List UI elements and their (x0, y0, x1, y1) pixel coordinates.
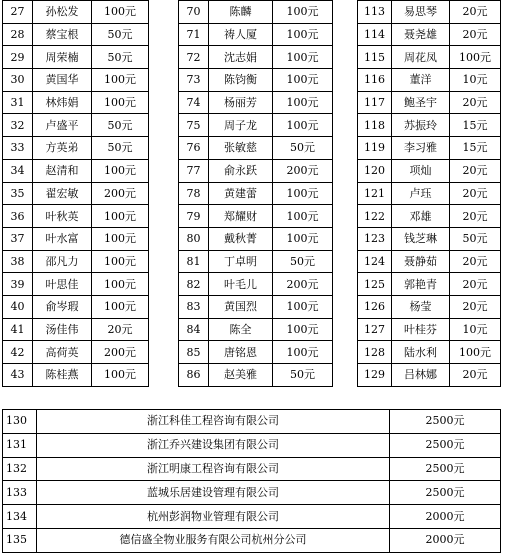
table-row (358, 364, 501, 387)
donor-name: 易思琴 (392, 1, 450, 24)
donation-amount: 200元 (273, 159, 333, 182)
row-number: 70 (179, 1, 209, 24)
row-number: 130 (3, 410, 37, 434)
donor-name: 叶秋英 (33, 205, 92, 228)
row-number: 133 (3, 481, 37, 505)
donor-name: 祷人厦 (209, 23, 273, 46)
donation-amount: 100元 (273, 1, 333, 24)
table-row (179, 91, 333, 114)
donation-amount: 15元 (450, 114, 501, 137)
donor-table-3 (357, 0, 501, 387)
donor-table-3-body (358, 1, 501, 387)
donor-table-1 (2, 0, 149, 387)
donation-amount: 50元 (273, 250, 333, 273)
donation-amount: 200元 (92, 341, 149, 364)
row-number: 119 (358, 137, 392, 160)
row-number: 83 (179, 295, 209, 318)
table-row (358, 295, 501, 318)
donor-name: 聂尧雄 (392, 23, 450, 46)
donor-name: 聂静茹 (392, 250, 450, 273)
donor-name: 卢珏 (392, 182, 450, 205)
row-number: 126 (358, 295, 392, 318)
donor-table-2-body (179, 1, 333, 387)
donor-name: 翟宏敏 (33, 182, 92, 205)
row-number: 129 (358, 364, 392, 387)
row-number: 38 (3, 250, 33, 273)
table-row (179, 46, 333, 69)
donation-amount: 100元 (92, 69, 149, 92)
row-number: 39 (3, 273, 33, 296)
donation-amount: 50元 (92, 46, 149, 69)
donor-name: 俞永跃 (209, 159, 273, 182)
table-row (179, 205, 333, 228)
row-number: 125 (358, 273, 392, 296)
table-row (3, 528, 501, 552)
donation-amount: 20元 (450, 1, 501, 24)
donor-name: 叶思佳 (33, 273, 92, 296)
table-row (3, 457, 501, 481)
donation-amount: 100元 (273, 23, 333, 46)
table-row (3, 23, 149, 46)
table-row (3, 137, 149, 160)
row-number: 37 (3, 227, 33, 250)
row-number: 80 (179, 227, 209, 250)
company-name: 德信盛全物业服务有限公司杭州分公司 (37, 528, 390, 552)
donation-amount: 100元 (273, 295, 333, 318)
donor-name: 赵清和 (33, 159, 92, 182)
table-row (358, 205, 501, 228)
donation-amount: 100元 (92, 159, 149, 182)
row-number: 36 (3, 205, 33, 228)
donor-name: 林炜娟 (33, 91, 92, 114)
donation-amount: 100元 (92, 91, 149, 114)
donation-amount: 100元 (273, 91, 333, 114)
table-row (179, 69, 333, 92)
table-row (179, 364, 333, 387)
table-row (358, 250, 501, 273)
donor-name: 唐铭恩 (209, 341, 273, 364)
row-number: 75 (179, 114, 209, 137)
donor-name: 孙松发 (33, 1, 92, 24)
donation-amount: 20元 (450, 23, 501, 46)
company-name: 蓝城乐居建设管理有限公司 (37, 481, 390, 505)
donation-amount: 20元 (450, 250, 501, 273)
donation-amount: 100元 (273, 182, 333, 205)
donor-name: 丁卓明 (209, 250, 273, 273)
table-row (358, 69, 501, 92)
donation-amount: 2500元 (390, 433, 501, 457)
table-row (179, 114, 333, 137)
donation-amount: 20元 (450, 273, 501, 296)
donation-amount: 200元 (273, 273, 333, 296)
table-row (358, 341, 501, 364)
donation-amount: 2500元 (390, 457, 501, 481)
donor-name: 吕林娜 (392, 364, 450, 387)
donor-name: 周子龙 (209, 114, 273, 137)
donation-amount: 100元 (92, 295, 149, 318)
donor-table-1-body (3, 1, 149, 387)
donation-amount: 20元 (450, 295, 501, 318)
row-number: 118 (358, 114, 392, 137)
table-row (3, 250, 149, 273)
donation-amount: 100元 (450, 46, 501, 69)
table-row (358, 1, 501, 24)
company-name: 浙江科佳工程咨询有限公司 (37, 410, 390, 434)
donor-name: 杨丽芳 (209, 91, 273, 114)
table-row (3, 46, 149, 69)
donation-amount: 15元 (450, 137, 501, 160)
row-number: 72 (179, 46, 209, 69)
donor-name: 陆水利 (392, 341, 450, 364)
table-row (3, 91, 149, 114)
donation-amount: 50元 (92, 137, 149, 160)
donor-name: 钱芝琳 (392, 227, 450, 250)
table-row (358, 182, 501, 205)
row-number: 78 (179, 182, 209, 205)
donor-table-2 (178, 0, 333, 387)
donor-name: 赵美雅 (209, 364, 273, 387)
row-number: 35 (3, 182, 33, 205)
company-name: 浙江明康工程咨询有限公司 (37, 457, 390, 481)
donor-name: 杨莹 (392, 295, 450, 318)
donation-amount: 100元 (273, 341, 333, 364)
row-number: 81 (179, 250, 209, 273)
table-row (358, 23, 501, 46)
row-number: 43 (3, 364, 33, 387)
donation-amount: 100元 (92, 227, 149, 250)
row-number: 113 (358, 1, 392, 24)
row-number: 40 (3, 295, 33, 318)
row-number: 132 (3, 457, 37, 481)
donation-amount: 100元 (273, 114, 333, 137)
donation-amount: 100元 (92, 273, 149, 296)
donation-amount: 10元 (450, 69, 501, 92)
row-number: 114 (358, 23, 392, 46)
donor-name: 卢盛平 (33, 114, 92, 137)
donor-name: 蔡宝根 (33, 23, 92, 46)
row-number: 27 (3, 1, 33, 24)
table-row (179, 250, 333, 273)
donation-amount: 200元 (92, 182, 149, 205)
table-row (179, 273, 333, 296)
table-row (179, 295, 333, 318)
row-number: 84 (179, 318, 209, 341)
donation-amount: 100元 (92, 364, 149, 387)
row-number: 41 (3, 318, 33, 341)
donation-amount: 20元 (450, 205, 501, 228)
donation-amount: 100元 (273, 46, 333, 69)
table-row (3, 433, 501, 457)
company-donor-table (2, 409, 501, 553)
table-row (3, 364, 149, 387)
donor-name: 项灿 (392, 159, 450, 182)
row-number: 77 (179, 159, 209, 182)
donation-amount: 10元 (450, 318, 501, 341)
donor-name: 汤佳伟 (33, 318, 92, 341)
table-row (358, 137, 501, 160)
donation-amount: 2500元 (390, 410, 501, 434)
donor-name: 叶桂芬 (392, 318, 450, 341)
table-row (3, 481, 501, 505)
table-row (3, 273, 149, 296)
table-row (179, 227, 333, 250)
table-row (3, 318, 149, 341)
row-number: 134 (3, 505, 37, 529)
donor-name: 鲍圣宇 (392, 91, 450, 114)
row-number: 71 (179, 23, 209, 46)
donation-amount: 100元 (92, 1, 149, 24)
donation-amount: 20元 (450, 91, 501, 114)
row-number: 122 (358, 205, 392, 228)
table-row (3, 205, 149, 228)
row-number: 79 (179, 205, 209, 228)
row-number: 76 (179, 137, 209, 160)
donation-amount: 2000元 (390, 528, 501, 552)
row-number: 82 (179, 273, 209, 296)
table-row (358, 91, 501, 114)
row-number: 127 (358, 318, 392, 341)
table-row (179, 23, 333, 46)
donation-amount: 50元 (273, 137, 333, 160)
donor-name: 周荣楠 (33, 46, 92, 69)
donation-amount: 100元 (273, 318, 333, 341)
donor-name: 邓雄 (392, 205, 450, 228)
table-row (3, 505, 501, 529)
donation-amount: 50元 (92, 23, 149, 46)
donation-amount: 100元 (92, 205, 149, 228)
donor-name: 叶毛儿 (209, 273, 273, 296)
donor-name: 张敏慈 (209, 137, 273, 160)
donation-amount: 100元 (273, 69, 333, 92)
row-number: 86 (179, 364, 209, 387)
table-row (358, 114, 501, 137)
donation-amount: 100元 (273, 205, 333, 228)
donor-name: 叶水富 (33, 227, 92, 250)
table-row (358, 227, 501, 250)
donor-name: 郭艳青 (392, 273, 450, 296)
donor-name: 陈麟 (209, 1, 273, 24)
donor-name: 陈桂燕 (33, 364, 92, 387)
company-name: 浙江乔兴建设集团有限公司 (37, 433, 390, 457)
donor-name: 黄建蕾 (209, 182, 273, 205)
row-number: 34 (3, 159, 33, 182)
row-number: 115 (358, 46, 392, 69)
row-number: 33 (3, 137, 33, 160)
table-row (3, 410, 501, 434)
donation-amount: 20元 (450, 182, 501, 205)
donor-name: 李习雅 (392, 137, 450, 160)
donor-name: 陈全 (209, 318, 273, 341)
row-number: 131 (3, 433, 37, 457)
table-row (179, 137, 333, 160)
row-number: 32 (3, 114, 33, 137)
donor-name: 沈志娟 (209, 46, 273, 69)
table-row (3, 114, 149, 137)
donation-amount: 2500元 (390, 481, 501, 505)
table-row (179, 159, 333, 182)
table-row (358, 46, 501, 69)
donor-name: 戴秋菁 (209, 227, 273, 250)
donation-amount: 100元 (273, 227, 333, 250)
table-row (3, 182, 149, 205)
row-number: 116 (358, 69, 392, 92)
table-row (3, 159, 149, 182)
table-row (358, 318, 501, 341)
donation-amount: 100元 (450, 341, 501, 364)
company-donor-table-body (3, 410, 501, 553)
donation-amount: 100元 (92, 250, 149, 273)
table-row (358, 159, 501, 182)
row-number: 74 (179, 91, 209, 114)
table-row (179, 1, 333, 24)
row-number: 121 (358, 182, 392, 205)
donor-name: 邵凡力 (33, 250, 92, 273)
donor-name: 陈钧衡 (209, 69, 273, 92)
table-row (179, 341, 333, 364)
donor-name: 黄国烈 (209, 295, 273, 318)
donation-amount: 50元 (92, 114, 149, 137)
table-row (3, 295, 149, 318)
row-number: 128 (358, 341, 392, 364)
donor-name: 高荷英 (33, 341, 92, 364)
donor-name: 方英弟 (33, 137, 92, 160)
row-number: 85 (179, 341, 209, 364)
table-row (3, 1, 149, 24)
table-row (3, 341, 149, 364)
donor-name: 苏振玲 (392, 114, 450, 137)
donation-amount: 50元 (273, 364, 333, 387)
row-number: 29 (3, 46, 33, 69)
table-row (358, 273, 501, 296)
row-number: 135 (3, 528, 37, 552)
donor-name: 郑耀财 (209, 205, 273, 228)
donor-name: 董洋 (392, 69, 450, 92)
row-number: 30 (3, 69, 33, 92)
row-number: 124 (358, 250, 392, 273)
donor-name: 俞岑瑕 (33, 295, 92, 318)
donation-amount: 50元 (450, 227, 501, 250)
row-number: 28 (3, 23, 33, 46)
row-number: 123 (358, 227, 392, 250)
donation-amount: 20元 (450, 364, 501, 387)
row-number: 42 (3, 341, 33, 364)
donation-amount: 20元 (450, 159, 501, 182)
donor-name: 周花凤 (392, 46, 450, 69)
row-number: 117 (358, 91, 392, 114)
donation-amount: 20元 (92, 318, 149, 341)
donor-name: 黄国华 (33, 69, 92, 92)
table-row (3, 69, 149, 92)
row-number: 31 (3, 91, 33, 114)
table-row (179, 318, 333, 341)
company-name: 杭州彭润物业管理有限公司 (37, 505, 390, 529)
table-row (179, 182, 333, 205)
table-row (3, 227, 149, 250)
row-number: 73 (179, 69, 209, 92)
donation-amount: 2000元 (390, 505, 501, 529)
row-number: 120 (358, 159, 392, 182)
